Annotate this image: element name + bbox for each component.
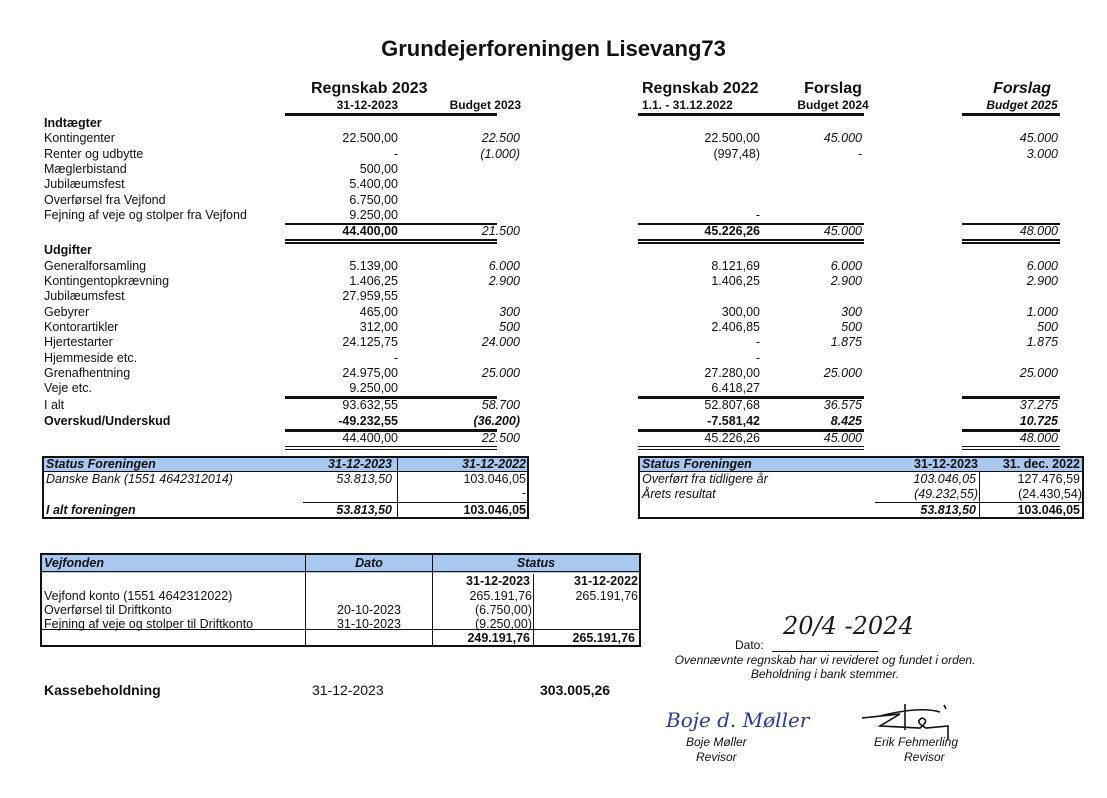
income-total-b2024: 45.000 [823,224,862,239]
income-row-label: Fejning af veje og stolper fra Vejfond [44,207,247,222]
expense-row-b2025: 2.900 [1026,274,1058,288]
header-rule [285,113,497,116]
income-row-label: Renter og udbytte [44,146,144,161]
header-rule [638,113,864,116]
status-left-total-v2: 103.046,05 [463,503,526,517]
status-right-col2: 31. dec. 2022 [1002,457,1080,471]
expenses-heading: Udgifter [44,243,92,258]
status-left-heading: Status Foreningen [46,457,156,471]
income-row-r2022: - [755,207,760,222]
rule [638,242,864,243]
vejfond-row-date: 31-10-2023 [337,617,401,631]
expense-row-label: Kontorartikler [44,319,119,334]
rule [962,446,1060,447]
rule [285,242,497,243]
income-row-b2023: (1.000) [480,146,520,161]
status-left-col2: 31-12-2022 [462,457,526,471]
expense-row-r2022: 2.406,85 [711,319,760,334]
expense-row-b2024: 2.900 [830,274,862,288]
header-forslag-2025: Forslag [993,80,1051,97]
expense-row-b2025: 500 [1037,319,1058,334]
income-row-label: Overførsel fra Vejfond [44,192,166,207]
result-r2023: -49.232,55 [338,413,398,428]
status-right-row-label: Årets resultat [642,487,716,501]
status-left-col1: 31-12-2023 [328,457,392,471]
expense-row-label: Kontingentopkrævning [44,274,170,288]
expense-row-r2023: 465,00 [359,304,398,319]
expense-row-r2023: 5.139,00 [349,258,398,273]
vejfond-col2: 31-12-2022 [574,574,638,588]
income-row-b2024: 45.000 [823,131,862,146]
income-heading: Indtægter [44,116,102,130]
expense-total-b2025: 37.275 [1019,398,1058,413]
income-row-r2022: (997,48) [713,146,760,161]
rule [285,449,497,450]
income-row-r2023: 5.400,00 [349,177,398,192]
rule [285,239,497,240]
signer-role-2: Revisor [904,750,945,764]
result-b2024: 8.425 [830,413,862,428]
rule [962,239,1060,240]
vejfond-row-label: Fejning af veje og stolper til Driftkonto [44,617,254,631]
vejfond-row-date: 20-10-2023 [337,603,401,617]
income-total-r2023: 44.400,00 [342,224,398,239]
vejfond-row-v1: (9.250,00) [475,617,532,631]
cash-date: 31-12-2023 [312,682,384,698]
expense-row-r2023: 1.406,25 [349,274,398,288]
status-left-row-v2: - [521,486,526,500]
header-rule [962,113,1060,116]
balance-r2022: 45.226,26 [704,431,760,445]
rule [638,446,864,447]
expense-row-label: Jubilæumsfest [44,289,125,304]
expense-row-b2024: 300 [841,304,862,319]
income-row-r2023: 6.750,00 [349,192,398,207]
status-right-row-label: Overført fra tidligere år [642,472,768,486]
status-right-row-v1: (49.232,55) [914,487,978,501]
expense-row-r2023: 312,00 [359,319,398,334]
result-b2023: (36.200) [473,413,520,428]
income-row-r2023: 500,00 [359,161,398,176]
header-budget-2023: Budget 2023 [449,98,521,112]
rule [962,242,1060,243]
page-title: Grundejerforeningen Lisevang73 [381,36,726,61]
rule [285,446,497,447]
expense-row-b2025: 6.000 [1026,258,1058,273]
vejfond-row-label: Vejfond konto (1551 4642312022) [44,589,233,603]
status-left-row-label: Danske Bank (1551 4642312014) [46,472,233,486]
expense-row-label: Generalforsamling [44,258,147,273]
result-label: Overskud/Underskud [44,413,171,428]
income-row-b2025: 3.000 [1026,146,1058,161]
income-row-label: Mæglerbistand [44,161,127,176]
expense-row-r2023: - [393,350,398,365]
status-right-row-v2: 127.476,59 [1017,472,1080,486]
expense-row-r2023: 27.959,55 [342,289,398,304]
expense-row-b2023: 25.000 [481,365,520,380]
income-row-b2024: - [857,146,862,161]
income-row-label: Kontingenter [44,131,115,146]
expense-row-r2022: 8.121,69 [711,258,760,273]
expense-row-b2025: 25.000 [1019,365,1058,380]
expense-row-r2022: 300,00 [721,304,760,319]
expense-row-label: Hjertestarter [44,335,113,350]
vejfond-row-v1: (6.750,00) [475,603,532,617]
expense-row-b2023: 24.000 [481,335,520,350]
expense-row-b2024: 1.875 [830,335,862,350]
status-left-row-v1: 53.813,50 [336,472,392,486]
audit-date-label: Dato: [735,638,764,652]
header-date-2023: 31-12-2023 [336,98,398,112]
header-forslag-2024: Forslag [804,80,862,97]
status-right-heading: Status Foreningen [642,457,752,471]
expense-row-label: Grenafhentning [44,365,131,380]
status-right-total-v2: 103.046,05 [1017,503,1080,517]
expense-row-r2022: 1.406,25 [711,274,760,288]
income-row-b2025: 45.000 [1019,131,1058,146]
divider [397,458,398,517]
expense-row-r2023: 24.975,00 [342,365,398,380]
rule [638,449,864,450]
expense-row-b2024: 6.000 [830,258,862,273]
expense-row-b2025: 1.875 [1026,335,1058,350]
cash-value: 303.005,26 [540,682,611,698]
expense-row-r2022: 6.418,27 [711,381,760,396]
header-regnskab-2023: Regnskab 2023 [311,80,428,97]
cash-label: Kassebeholdning [44,682,161,698]
result-b2025: 10.725 [1019,413,1058,428]
signature-boje-moller: Boje d. Møller [666,708,810,732]
balance-b2025: 48.000 [1019,431,1058,445]
balance-b2023: 22.500 [481,431,520,445]
expense-total-r2023: 93.632,55 [342,398,398,413]
audit-date-handwritten: 20/4 -2024 [783,612,914,640]
expense-total-b2024: 36.575 [823,398,862,413]
expense-row-b2024: 25.000 [823,365,862,380]
expense-row-b2023: 300 [499,304,520,319]
signer-role-1: Revisor [696,750,737,764]
status-right-col1: 31-12-2023 [914,457,978,471]
audit-statement-2: Beholdning i bank stemmer. [750,667,900,681]
divider [533,574,534,645]
expense-total-b2023: 58.700 [481,398,520,413]
header-budget-2024: Budget 2024 [797,98,869,112]
income-row-r2023: - [393,146,398,161]
vejfond-col1: 31-12-2023 [466,574,530,588]
expense-row-b2024: 500 [841,319,862,334]
rule [962,449,1060,450]
status-left-total-label: I alt foreningen [46,503,136,517]
expense-row-b2025: 1.000 [1026,304,1058,319]
vejfond-date-heading: Dato [355,556,383,570]
divider [42,571,639,572]
income-total-b2023: 21.500 [481,224,520,239]
vejfond-row-v2: 265.191,76 [575,589,638,603]
status-right-row-v2: (24.430,54) [1018,487,1082,501]
expense-row-label: Veje etc. [44,381,92,396]
vejfond-total-v1: 249.191,76 [467,631,530,645]
expense-row-b2023: 500 [499,319,520,334]
signature-erik-fehmerling [860,700,970,740]
income-row-r2023: 22.500,00 [342,131,398,146]
balance-r2023: 44.400,00 [342,431,398,445]
vejfond-heading: Vejfonden [44,556,104,570]
status-left-total-v1: 53.813,50 [336,503,392,517]
income-row-r2023: 9.250,00 [349,207,398,222]
expense-total-label: I alt [44,398,65,413]
audit-statement-1: Ovennævnte regnskab har vi revideret og fundet i orden. [674,653,976,667]
expense-row-b2023: 2.900 [488,274,520,288]
expense-row-label: Gebyrer [44,304,90,319]
expense-row-r2023: 24.125,75 [342,335,398,350]
income-row-r2022: 22.500,00 [704,131,760,146]
signer-name-2: Erik Fehmerling [874,735,959,749]
header-regnskab-2022: Regnskab 2022 [642,80,759,97]
expense-row-r2022: 27.280,00 [704,365,760,380]
date-underline [772,651,878,652]
result-r2022: -7.581,42 [707,413,760,428]
header-period-2022: 1.1. - 31.12.2022 [642,98,733,112]
expense-row-r2023: 9.250,00 [349,381,398,396]
balance-b2024: 45.000 [823,431,862,445]
expense-row-label: Hjemmeside etc. [44,350,138,365]
status-left-row-v2: 103.046,05 [463,472,526,486]
vejfond-row-v1: 265.191,76 [469,589,532,603]
income-row-b2023: 22.500 [481,131,520,146]
vejfond-row-label: Overførsel til Driftkonto [44,603,172,617]
expense-total-r2022: 52.807,68 [704,398,760,413]
expense-row-b2023: 6.000 [488,258,520,273]
status-right-row-v1: 103.046,05 [913,472,976,486]
expense-row-r2022: - [755,335,760,350]
vejfond-status-heading: Status [516,556,556,570]
rule [638,239,864,240]
status-right-total-v1: 53.813,50 [920,503,976,517]
signer-name-1: Boje Møller [686,735,747,749]
header-budget-2025: Budget 2025 [986,98,1058,112]
expense-row-r2022: - [755,350,760,365]
income-total-r2022: 45.226,26 [704,224,760,239]
income-total-b2025: 48.000 [1019,224,1058,239]
vejfond-total-v2: 265.191,76 [572,631,635,645]
income-row-label: Jubilæumsfest [44,177,125,192]
